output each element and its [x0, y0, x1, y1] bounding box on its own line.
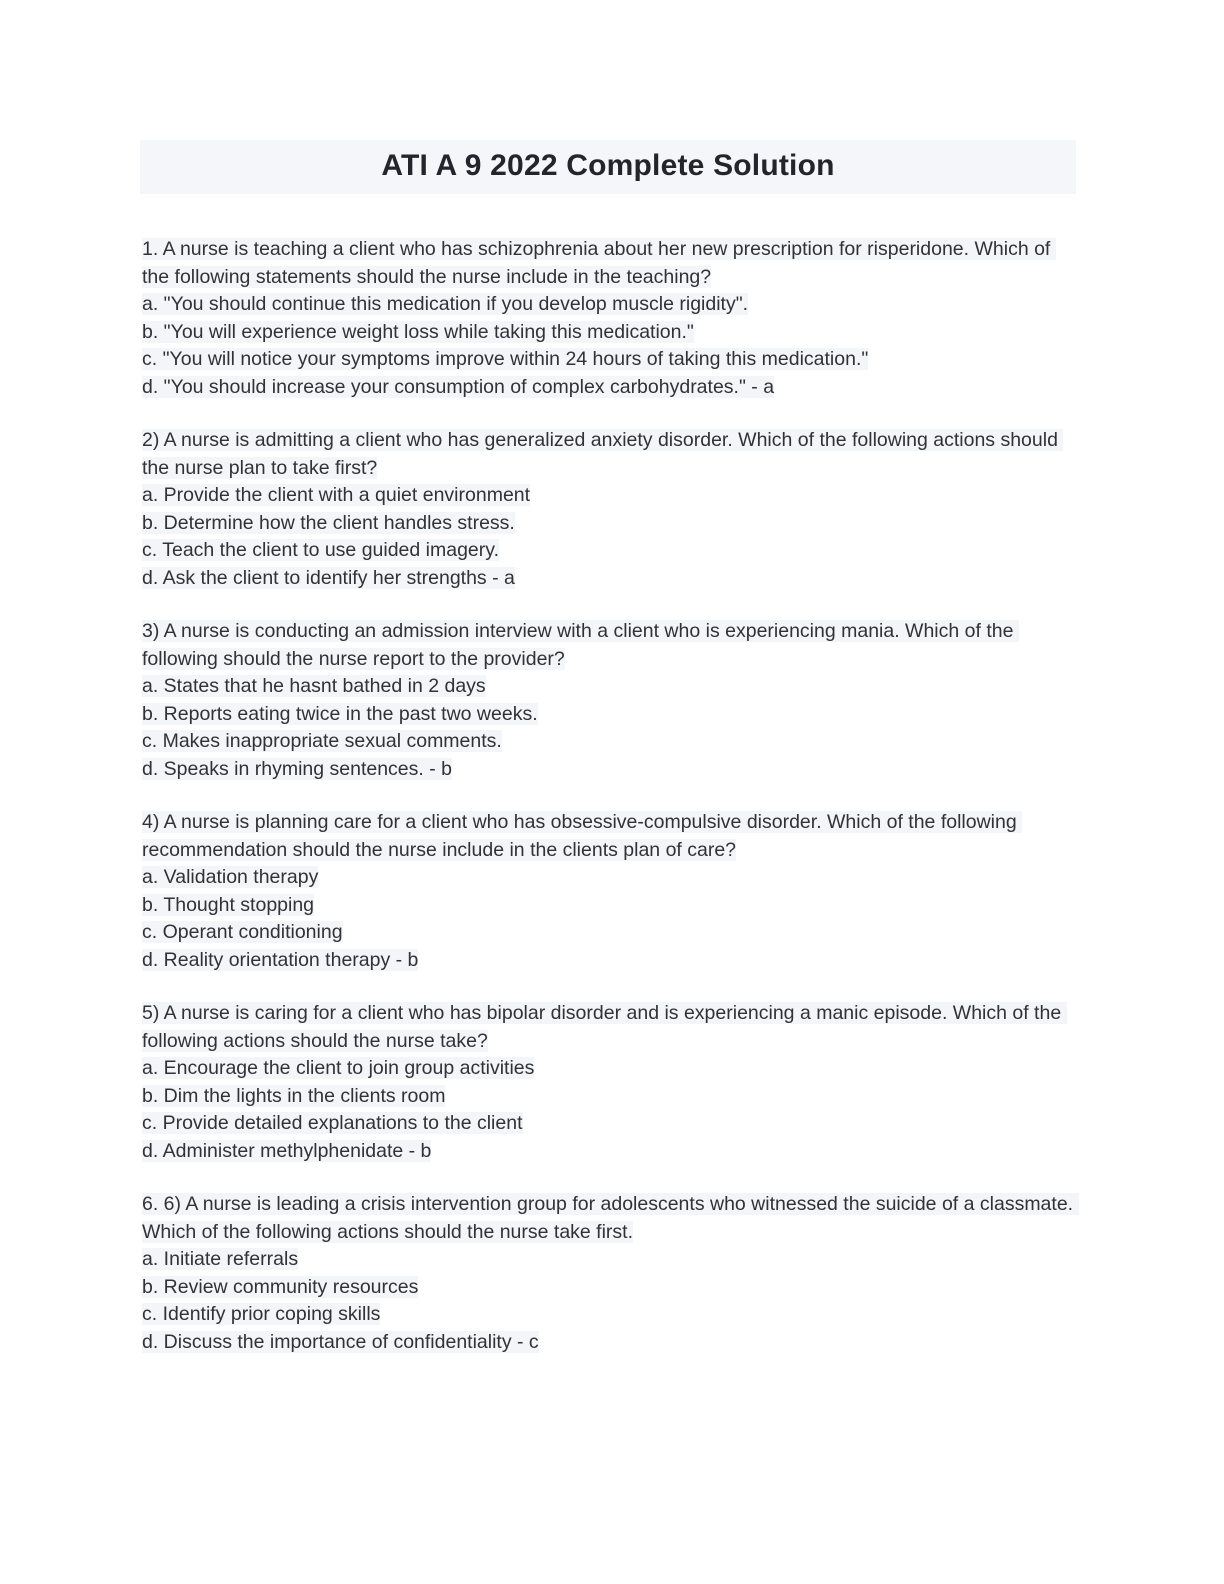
question-option-text: d. Ask the client to identify her strengths - a [142, 566, 515, 589]
question-option [142, 1055, 1082, 1083]
question-option [142, 1329, 1082, 1357]
page-title: ATI A 9 2022 Complete Solution [140, 140, 1076, 194]
question-stem [142, 236, 1082, 291]
question-option [142, 537, 1082, 565]
question-block [142, 618, 1082, 783]
question-option [142, 701, 1082, 729]
question-option-text: d. "You should increase your consumption of complex carbohydrates." - a [142, 375, 775, 398]
question-option-text: d. Reality orientation therapy - b [142, 948, 419, 971]
question-option [142, 1301, 1082, 1329]
question-option [142, 864, 1082, 892]
question-option [142, 919, 1082, 947]
question-block [142, 427, 1082, 592]
question-option [142, 1274, 1082, 1302]
question-block [142, 236, 1082, 401]
question-option [142, 892, 1082, 920]
question-option-text: a. Provide the client with a quiet environment [142, 484, 531, 506]
question-stem [142, 618, 1082, 673]
question-stem-text: 6. 6) A nurse is leading a crisis intervention group for adolescents who witnessed the suicide of a classmate. Which of the following actions should the nurse take first. [142, 1193, 1079, 1243]
question-option-text: a. "You should continue this medication if you develop muscle rigidity". [142, 293, 749, 315]
question-block [142, 1191, 1082, 1356]
question-option-text: b. Determine how the client handles stress. [142, 511, 515, 534]
question-option-text: c. "You will notice your symptoms improve within 24 hours of taking this medication." [142, 348, 869, 370]
question-block [142, 809, 1082, 974]
question-stem [142, 1000, 1082, 1055]
question-option [142, 1246, 1082, 1274]
question-option [142, 291, 1082, 319]
question-stem [142, 1191, 1082, 1246]
question-option-text: d. Speaks in rhyming sentences. - b [142, 757, 452, 780]
document-body [142, 236, 1082, 1382]
question-stem-text: 5) A nurse is caring for a client who has bipolar disorder and is experiencing a manic episode. Which of the following actions should the nurse take? [142, 1002, 1067, 1052]
question-option [142, 319, 1082, 347]
question-option-text: c. Teach the client to use guided imagery. [142, 539, 499, 561]
question-option-text: b. "You will experience weight loss while taking this medication." [142, 320, 694, 343]
question-option-text: b. Reports eating twice in the past two weeks. [142, 702, 538, 725]
question-option-text: c. Identify prior coping skills [142, 1303, 381, 1325]
question-option [142, 482, 1082, 510]
question-option [142, 947, 1082, 975]
question-option [142, 673, 1082, 701]
question-block [142, 1000, 1082, 1165]
question-option [142, 374, 1082, 402]
question-option [142, 728, 1082, 756]
question-stem-text: 2) A nurse is admitting a client who has generalized anxiety disorder. Which of the following actions should the nurse plan to take first? [142, 429, 1064, 479]
question-stem [142, 809, 1082, 864]
question-stem [142, 427, 1082, 482]
question-option-text: d. Administer methylphenidate - b [142, 1139, 432, 1162]
question-option-text: b. Thought stopping [142, 893, 315, 916]
question-option [142, 346, 1082, 374]
question-option-text: a. Validation therapy [142, 866, 319, 888]
question-option [142, 565, 1082, 593]
question-option-text: a. States that he hasnt bathed in 2 days [142, 675, 486, 697]
question-stem-text: 1. A nurse is teaching a client who has schizophrenia about her new prescription for risperidone. Which of the following statements should the nurse include in the teaching? [142, 238, 1056, 288]
question-stem-text: 3) A nurse is conducting an admission interview with a client who is experiencing mania. Which of the following should the nurse report to the provider? [142, 620, 1019, 670]
question-option-text: a. Encourage the client to join group activities [142, 1057, 535, 1079]
question-option-text: b. Review community resources [142, 1275, 419, 1298]
question-option-text: d. Discuss the importance of confidentiality - c [142, 1330, 539, 1353]
question-stem-text: 4) A nurse is planning care for a client who has obsessive-compulsive disorder. Which of the following recommendation should the nurse include in the clients plan of care? [142, 811, 1023, 861]
question-option-text: c. Operant conditioning [142, 921, 343, 943]
question-option [142, 510, 1082, 538]
question-option [142, 1138, 1082, 1166]
question-option-text: c. Makes inappropriate sexual comments. [142, 730, 502, 752]
question-option [142, 1110, 1082, 1138]
question-option-text: b. Dim the lights in the clients room [142, 1084, 446, 1107]
question-option-text: a. Initiate referrals [142, 1248, 299, 1270]
question-option [142, 1083, 1082, 1111]
question-option [142, 756, 1082, 784]
question-option-text: c. Provide detailed explanations to the client [142, 1112, 523, 1134]
